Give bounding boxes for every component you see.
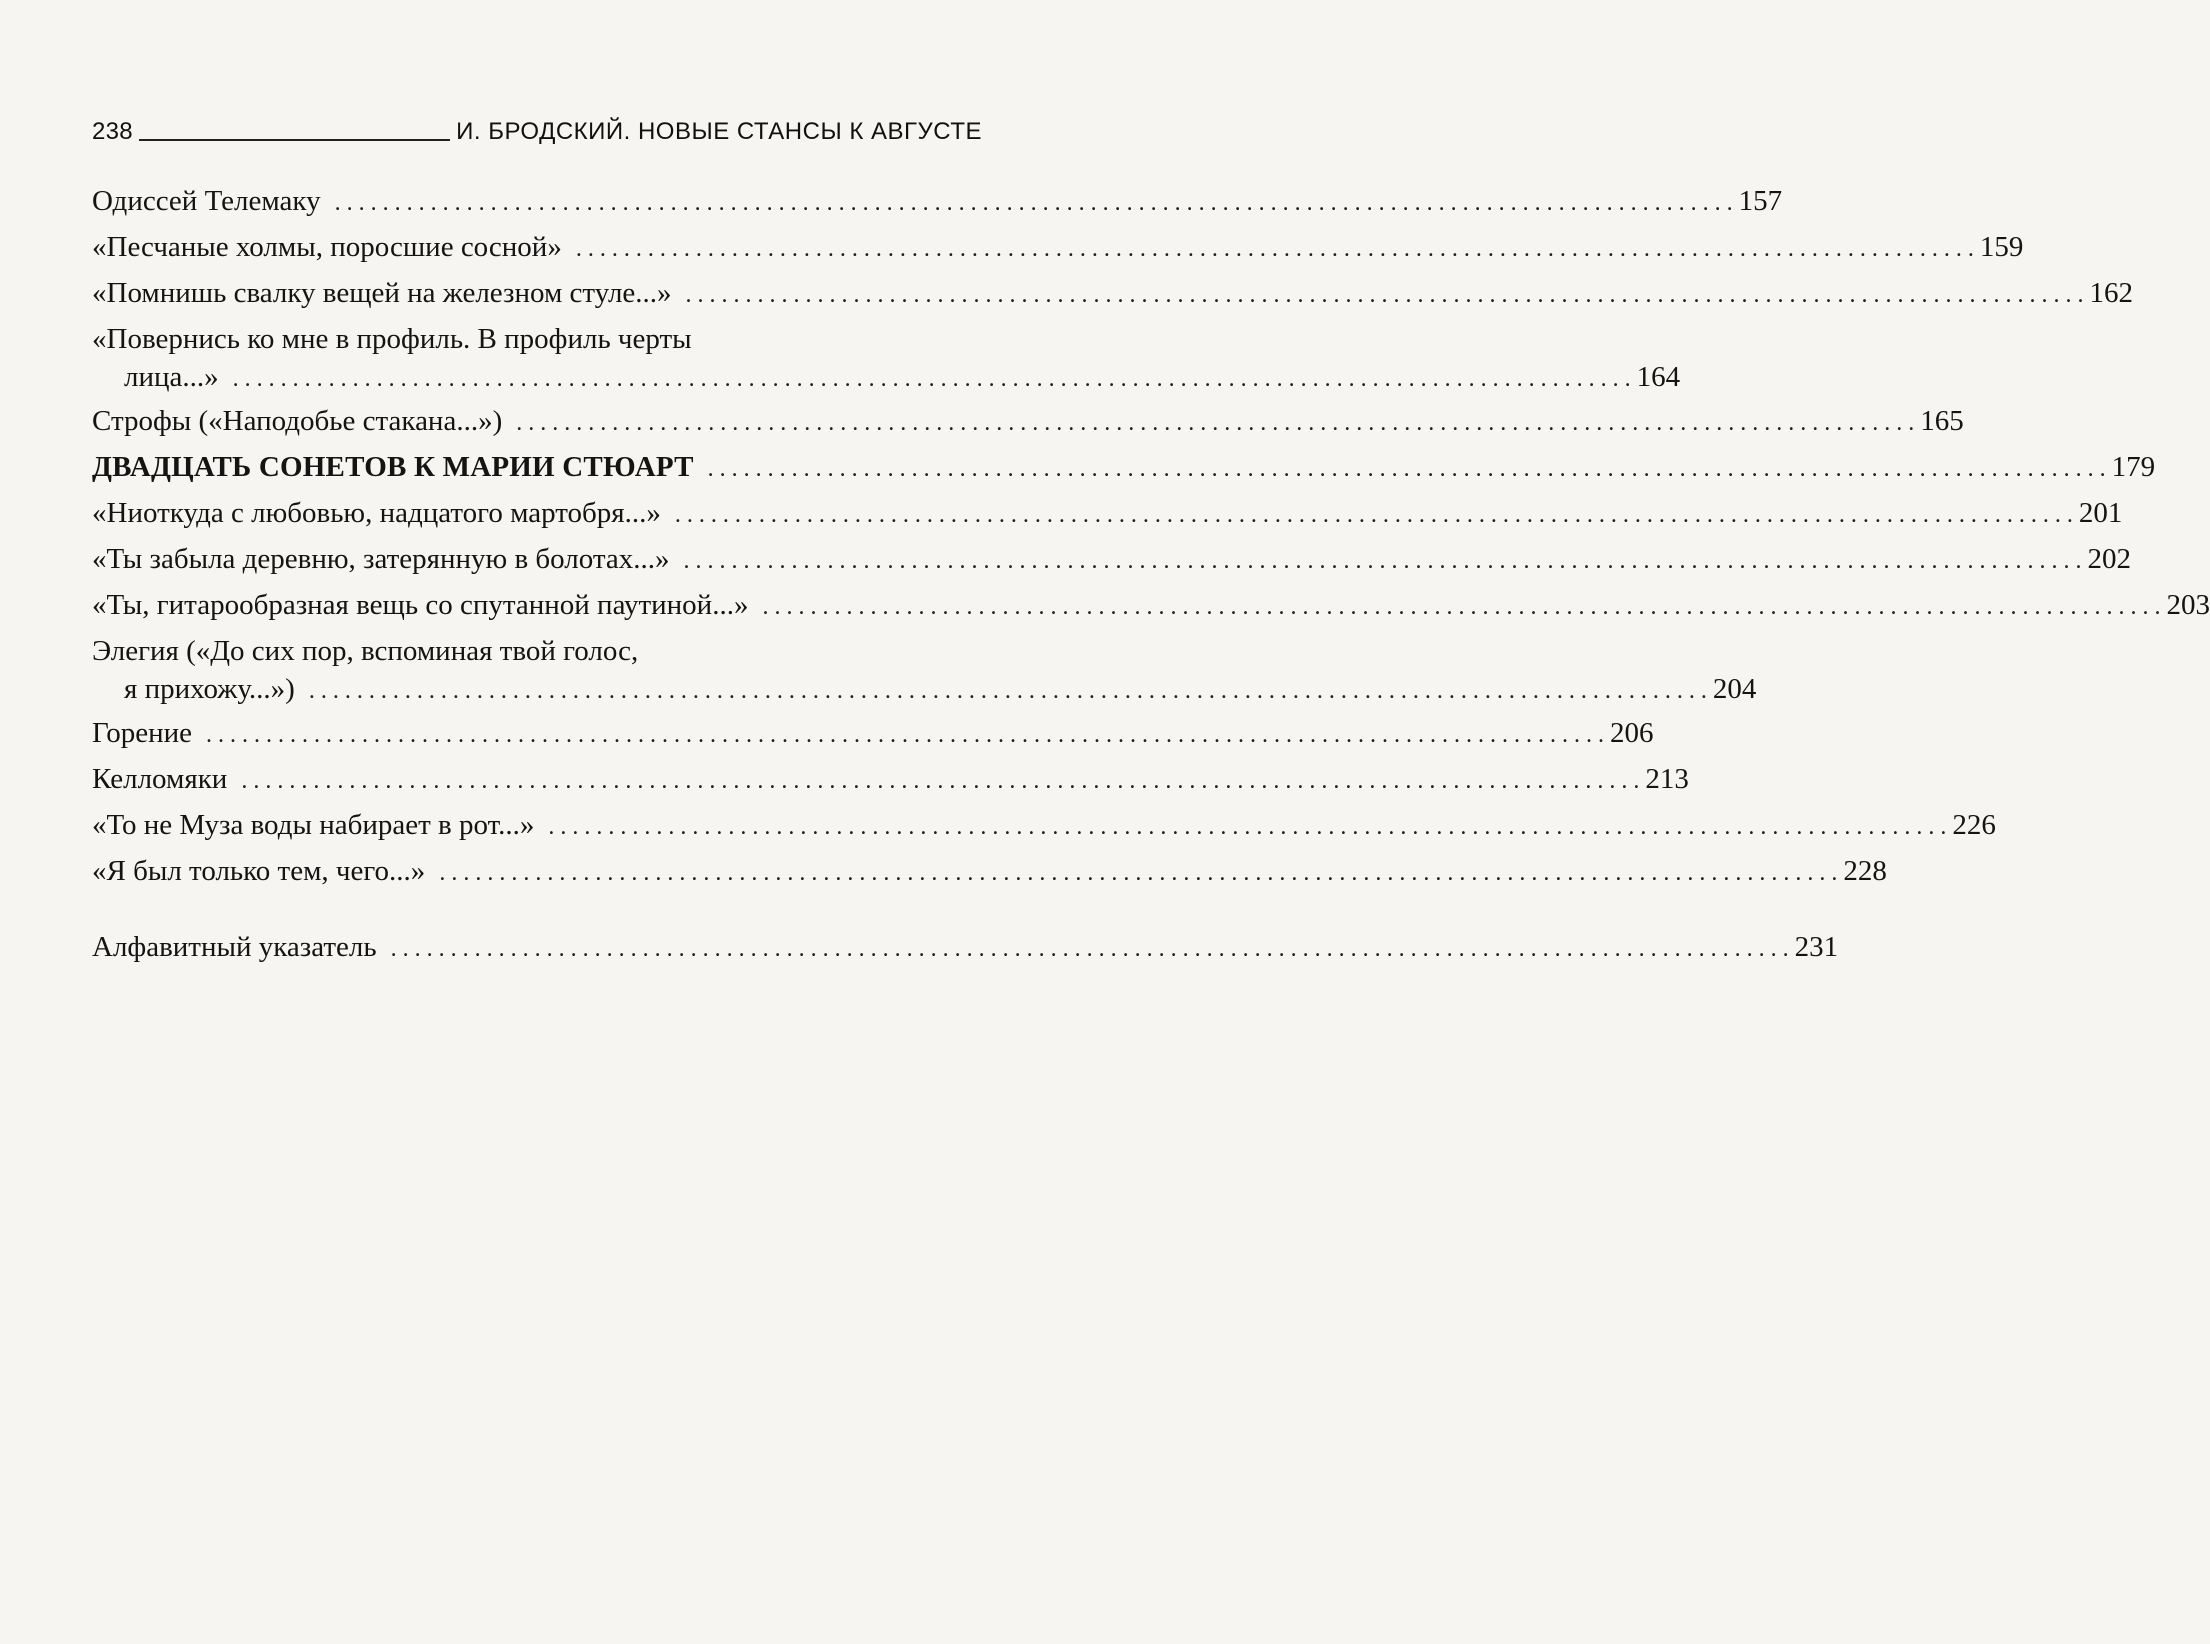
dot-leader <box>335 184 1733 222</box>
toc-entry <box>92 632 1757 710</box>
toc-entry-page: 228 <box>1843 855 1887 887</box>
toc-entry-title: «Ты забыла деревню, затерянную в болотах...» <box>92 543 670 575</box>
dot-leader <box>762 588 2160 626</box>
toc-entry-page: 201 <box>2078 497 2123 529</box>
toc-entry-title: Горение <box>92 717 192 749</box>
dot-leader <box>548 808 1946 846</box>
toc-entry-index <box>92 928 1839 968</box>
toc-entry-page: 231 <box>1794 931 1839 963</box>
running-header <box>92 112 982 146</box>
toc-entry-page: 204 <box>1712 673 1757 705</box>
page-number: 238 <box>92 118 133 145</box>
toc-entry <box>92 494 2123 534</box>
header-rule <box>139 139 450 141</box>
toc-entry <box>92 182 1783 222</box>
toc-entry <box>92 540 2132 580</box>
toc-entry-title: «Ниоткуда с любовью, надцатого мартобря...» <box>92 497 661 529</box>
toc-entry <box>92 448 2156 488</box>
dot-leader <box>708 450 2106 488</box>
toc-entry-page: 164 <box>1636 361 1681 393</box>
toc-entry-title: «Ты, гитарообразная вещь со спутанной паутиной...» <box>92 589 749 621</box>
dot-leader <box>309 672 1707 710</box>
running-title: И. БРОДСКИЙ. НОВЫЕ СТАНСЫ К АВГУСТЕ <box>456 118 982 145</box>
dot-leader <box>233 360 1631 398</box>
toc-entry <box>92 402 1964 442</box>
dot-leader <box>241 762 1639 800</box>
toc-entry <box>92 852 1887 892</box>
toc-entry-title: «То не Муза воды набирает в рот...» <box>92 809 535 841</box>
toc-entry-title: Келломяки <box>92 763 228 795</box>
dot-leader <box>675 496 2073 534</box>
toc-entry-page: 165 <box>1920 405 1964 437</box>
dot-leader <box>684 542 2082 580</box>
toc-entry <box>92 714 1654 754</box>
dot-leader <box>391 930 1789 968</box>
toc-entry-title-line2: лица...» <box>124 361 219 393</box>
toc-entry-page: 206 <box>1610 717 1654 749</box>
toc-entry-page: 203 <box>2166 589 2210 621</box>
dot-leader <box>686 276 2084 314</box>
toc-entry <box>92 274 2134 314</box>
dot-leader <box>439 854 1837 892</box>
toc-entry <box>92 320 1681 398</box>
toc-entry-page: 202 <box>2087 543 2132 575</box>
toc-entry-page: 179 <box>2111 451 2156 483</box>
toc-entry-page: 157 <box>1738 185 1783 217</box>
toc-entry-title: «Помнишь свалку вещей на железном стуле...» <box>92 277 672 309</box>
toc-entry-page: 213 <box>1645 763 1689 795</box>
toc-entry-title-line2: я прихожу...») <box>124 673 295 705</box>
toc-entry-page: 159 <box>1979 231 2024 263</box>
toc-entry-title-line1: Элегия («До сих пор, вспоминая твой голос, <box>92 635 639 667</box>
toc-entry-title: «Песчаные холмы, поросшие сосной» <box>92 231 562 263</box>
toc-entry-title: ДВАДЦАТЬ СОНЕТОВ К МАРИИ СТЮАРТ <box>92 451 694 483</box>
toc-entry <box>92 228 2024 268</box>
dot-leader <box>516 404 1914 442</box>
toc-entry-title: Алфавитный указатель <box>92 931 377 963</box>
toc-entry-title: Строфы («Наподобье стакана...») <box>92 405 503 437</box>
toc-entry <box>92 586 2210 626</box>
dot-leader <box>576 230 1974 268</box>
toc-entry <box>92 806 1996 846</box>
toc-entry-title-line1: «Повернись ко мне в профиль. В профиль черты <box>92 323 692 355</box>
toc-entry <box>92 760 1689 800</box>
toc-entry-page: 162 <box>2089 277 2134 309</box>
dot-leader <box>206 716 1604 754</box>
toc-entry-title: «Я был только тем, чего...» <box>92 855 426 887</box>
toc-entry-page: 226 <box>1952 809 1996 841</box>
toc-entry-title: Одиссей Телемаку <box>92 185 321 217</box>
